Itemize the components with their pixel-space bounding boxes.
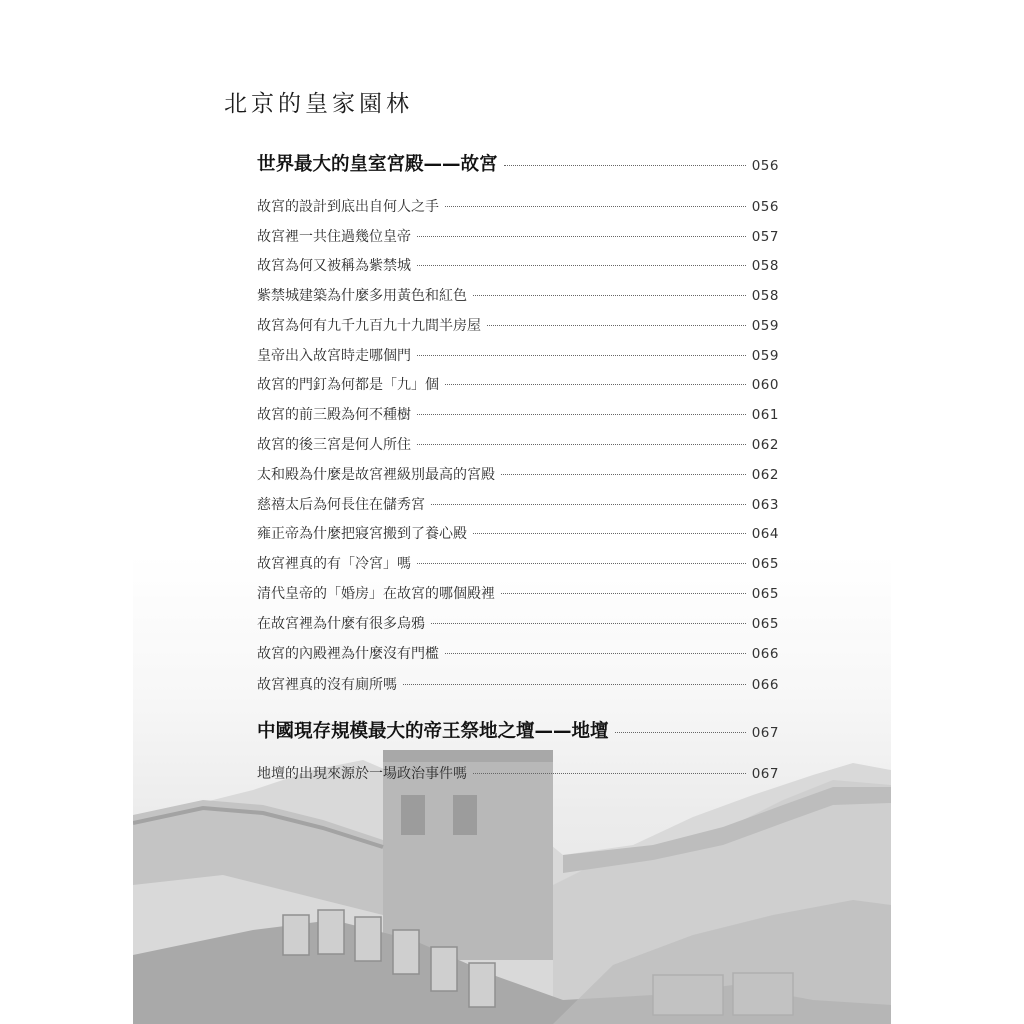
entry-title: 清代皇帝的「婚房」在故宮的哪個殿裡 [257,586,495,602]
page-number: 058 [751,288,779,304]
toc-entry[interactable] [257,464,779,484]
toc-entry[interactable] [257,523,779,543]
dot-leader [417,235,746,237]
dot-leader [445,652,746,654]
dot-leader [417,264,746,266]
page-number: 067 [751,766,779,782]
dot-leader [473,772,746,774]
dot-leader [473,532,746,534]
page-number: 064 [751,526,779,542]
toc-entry[interactable] [257,345,779,365]
page-number: 061 [751,407,779,423]
toc-entry[interactable] [257,315,779,335]
dot-leader [431,622,746,624]
toc-entry[interactable] [257,763,779,783]
dot-leader [417,354,746,356]
dot-leader [431,503,746,505]
page-number: 056 [751,158,779,174]
page-number: 059 [751,318,779,334]
dot-leader [417,443,746,445]
entry-title: 雍正帝為什麼把寢宮搬到了養心殿 [257,526,467,542]
entry-title: 故宮的設計到底出自何人之手 [257,199,439,215]
dot-leader [473,294,746,296]
toc-entry[interactable] [257,674,779,694]
toc-entry[interactable] [257,226,779,246]
entry-title: 故宮的門釘為何都是「九」個 [257,377,439,393]
toc-entry[interactable] [257,404,779,424]
page-number: 057 [751,229,779,245]
toc-chapter-gugong[interactable] [257,150,779,176]
dot-leader [615,731,746,733]
dot-leader [501,473,746,475]
page-number: 063 [751,497,779,513]
toc-entry[interactable] [257,553,779,573]
page-number: 065 [751,556,779,572]
entry-title: 在故宮裡為什麼有很多烏鴉 [257,616,425,632]
entry-title: 太和殿為什麼是故宮裡級別最高的宮殿 [257,467,495,483]
page-number: 062 [751,437,779,453]
dot-leader [445,205,746,207]
dot-leader [445,383,746,385]
toc-entry[interactable] [257,255,779,275]
toc-entry[interactable] [257,643,779,663]
chapter-title: 中國現存規模最大的帝王祭地之壇——地壇 [257,721,609,742]
dot-leader [403,683,746,685]
toc-entry[interactable] [257,613,779,633]
entry-title: 故宮的內殿裡為什麼沒有門檻 [257,646,439,662]
page-number: 060 [751,377,779,393]
page-number: 066 [751,677,779,693]
entry-title: 故宮的後三宮是何人所住 [257,437,411,453]
toc-entry[interactable] [257,583,779,603]
toc-entry[interactable] [257,374,779,394]
entry-title: 故宮的前三殿為何不種樹 [257,407,411,423]
page-number: 056 [751,199,779,215]
dot-leader [501,592,746,594]
dot-leader [417,413,746,415]
entry-title: 故宮裡真的有「冷宮」嗎 [257,556,411,572]
dot-leader [417,562,746,564]
page-number: 058 [751,258,779,274]
entry-title: 故宮裡一共住過幾位皇帝 [257,229,411,245]
page-number: 065 [751,586,779,602]
page-number: 066 [751,646,779,662]
chapter-title: 世界最大的皇室宮殿——故宮 [257,154,498,175]
entry-title: 故宮為何有九千九百九十九間半房屋 [257,318,481,334]
toc-entry[interactable] [257,434,779,454]
page-number: 062 [751,467,779,483]
toc-entry[interactable] [257,494,779,514]
entry-title: 皇帝出入故宮時走哪個門 [257,348,411,364]
dot-leader [487,324,746,326]
entry-title: 地壇的出現來源於一場政治事件嗎 [257,766,467,782]
entry-title: 故宮為何又被稱為紫禁城 [257,258,411,274]
dot-leader [504,164,746,166]
toc-chapter-ditan[interactable] [257,717,779,743]
page-number: 059 [751,348,779,364]
section-title: 北京的皇家園林 [224,91,413,117]
entry-title: 紫禁城建築為什麼多用黃色和紅色 [257,288,467,304]
entry-title: 故宮裡真的沒有廁所嗎 [257,677,397,693]
toc-entry[interactable] [257,196,779,216]
page-number: 067 [751,725,779,741]
toc-entry[interactable] [257,285,779,305]
page-number: 065 [751,616,779,632]
entry-title: 慈禧太后為何長住在儲秀宮 [257,497,425,513]
